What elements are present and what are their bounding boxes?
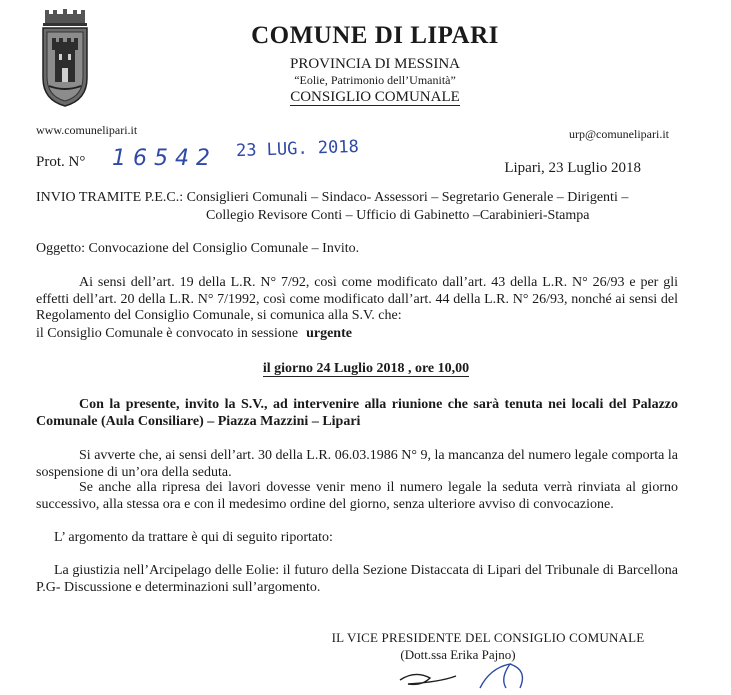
municipality-title: COMUNE DI LIPARI bbox=[251, 22, 499, 49]
session-text: il Consiglio Comunale è convocato in sessione bbox=[36, 326, 299, 341]
meeting-date-line bbox=[36, 361, 696, 377]
handwritten-protocol-number: 16542 bbox=[112, 146, 217, 171]
meeting-date-text: il giorno 24 Luglio 2018 , ore 10,00 bbox=[262, 361, 470, 376]
agenda-intro: L’ argomento da trattare è qui di seguito riportato: bbox=[54, 530, 333, 545]
recipients-line-2: Collegio Revisore Conti – Ufficio di Gabinetto –Carabinieri-Stampa bbox=[206, 208, 590, 223]
invitation-paragraph: Con la presente, invito la S.V., ad intervenire alla riunione che sarà tenuta nei locali del Palazzo Comunale (Aula Consiliare) – Piazza Mazzini – Lipari bbox=[36, 397, 678, 429]
recipients-line-1: INVIO TRAMITE P.E.C.: Consiglieri Comunali – Sindaco- Assessori – Segretario Generale – Dirigenti – bbox=[36, 190, 629, 205]
website-text: www.comunelipari.it bbox=[36, 123, 138, 137]
comune-crest-logo bbox=[37, 8, 93, 108]
handwritten-signature bbox=[360, 660, 580, 690]
subject-line: Oggetto: Convocazione del Consiglio Comunale – Invito. bbox=[36, 241, 360, 256]
agenda-item: La giustizia nell’Arcipelago delle Eolie: il futuro della Sezione Distaccata di Lipari del Tribunale di Barcellona P.G- Discussione e determinazioni sull’argomento. bbox=[36, 563, 678, 595]
email-text: urp@comunelipari.it bbox=[568, 127, 669, 141]
urgent-label: urgente bbox=[306, 326, 352, 341]
quorum-notice-paragraph: Si avverte che, ai sensi dell’art. 30 della L.R. 06.03.1986 N° 9, la mancanza del numero legale comporta la sospensione di un’ora della seduta. bbox=[36, 448, 678, 480]
postponement-paragraph: Se anche alla ripresa dei lavori dovesse venir meno il numero legale la seduta verrà rinviata al giorno successivo, alla stessa ora e con il medesimo ordine del giorno, senza ulteriore avviso di convocazione. bbox=[36, 480, 678, 512]
legal-reference-paragraph: Ai sensi dell’art. 19 della L.R. N° 7/92, così come modificato dall’art. 43 della L.R. N° 26/93 e per gli effetti dell’art. 20 della L.R. N° 7/1992, così come modificato dall’art. 44 della L.R. N° 26/93, nonché ai sensi del Regolamento del Consiglio Comunale, si comunica alla S.V. che: bbox=[36, 275, 678, 323]
protocol-label: Prot. N° bbox=[36, 154, 86, 170]
motto: “Eolie, Patrimonio dell’Umanità” bbox=[294, 73, 456, 87]
signatory-name: (Dott.ssa Erika Pajno) bbox=[400, 647, 516, 662]
council-heading-text: CONSIGLIO COMUNALE bbox=[290, 89, 460, 105]
place-date: Lipari, 23 Luglio 2018 bbox=[504, 160, 641, 176]
council-heading bbox=[160, 89, 590, 106]
province-name: PROVINCIA DI MESSINA bbox=[289, 56, 461, 72]
session-line bbox=[36, 326, 678, 343]
date-stamp: 23 LUG. 2018 bbox=[235, 136, 360, 162]
signatory-role: IL VICE PRESIDENTE DEL CONSIGLIO COMUNALE bbox=[331, 630, 645, 645]
